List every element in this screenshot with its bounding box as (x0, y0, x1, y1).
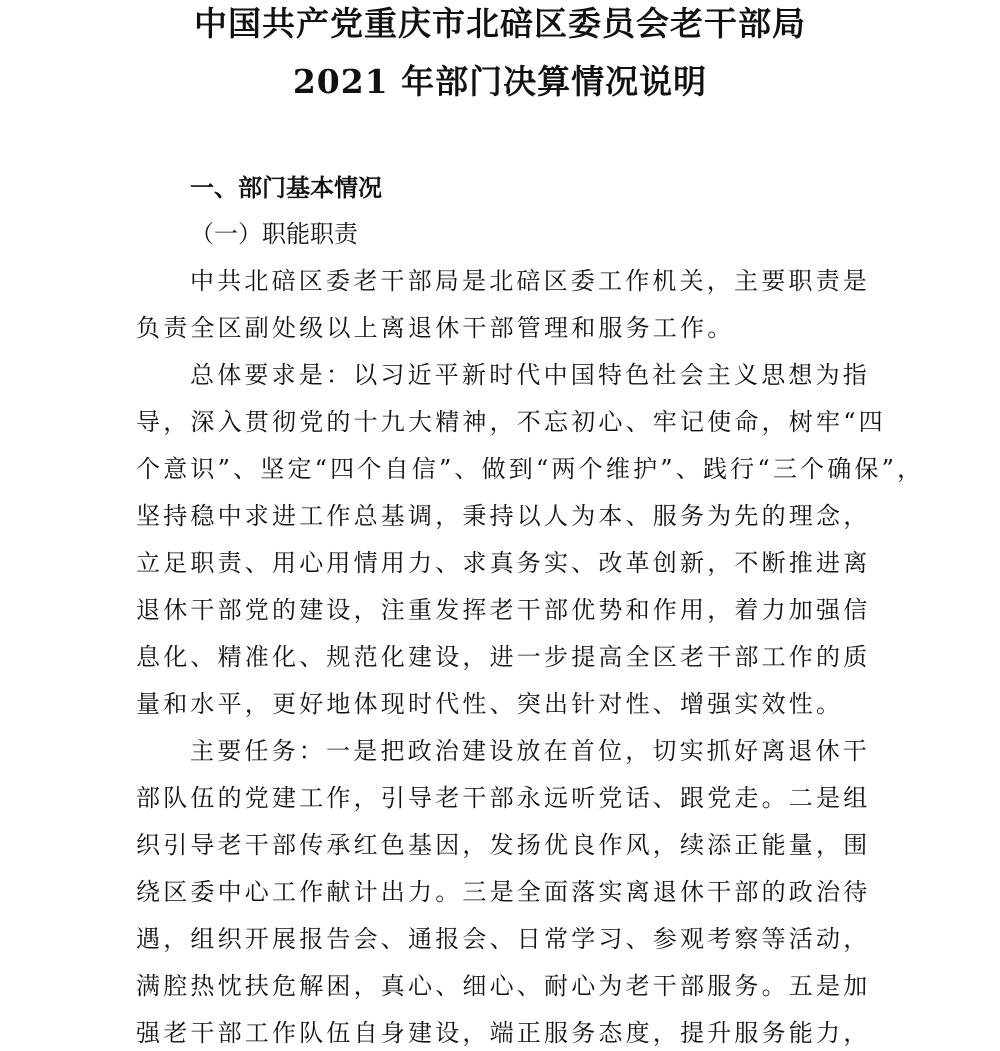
body-line: 部队伍的党建工作，引导老干部永远听党话、跟党走。二是组 (136, 784, 871, 812)
document-title-line-1: 中国共产党重庆市北碚区委员会老干部局 (194, 4, 806, 43)
body-line: 主要任务：一是把政治建设放在首位，切实抓好离退休干 (190, 737, 870, 765)
body-line: 中共北碚区委老干部局是北碚区委工作机关，主要职责是 (190, 267, 870, 295)
subsection-heading: （一）职能职责 (190, 220, 358, 248)
body-line: 个意识”、坚定“四个自信”、做到“两个维护”、践行“三个确保”， (136, 455, 925, 483)
body-line: 立足职责、用心用情用力、求真务实、改革创新，不断推进离 (136, 549, 871, 577)
body-line: 绕区委中心工作献计出力。三是全面落实离退休干部的政治待 (136, 878, 871, 906)
body-line: 遇，组织开展报告会、通报会、日常学习、参观考察等活动， (136, 925, 871, 953)
body-line: 总体要求是：以习近平新时代中国特色社会主义思想为指 (190, 361, 870, 389)
body-line: 导，深入贯彻党的十九大精神，不忘初心、牢记使命，树牢“四 (136, 408, 886, 436)
body-line: 息化、精准化、规范化建设，进一步提高全区老干部工作的质 (136, 643, 871, 671)
body-line: 织引导老干部传承红色基因，发扬优良作风，续添正能量，围 (136, 831, 871, 859)
document-title-line-2: 2021 年部门决算情况说明 (292, 62, 708, 101)
body-line: 退休干部党的建设，注重发挥老干部优势和作用，着力加强信 (136, 596, 871, 624)
body-line: 坚持稳中求进工作总基调，秉持以人为本、服务为先的理念， (136, 502, 871, 530)
body-line: 满腔热忱扶危解困，真心、细心、耐心为老干部服务。五是加 (136, 972, 871, 1000)
body-line: 量和水平，更好地体现时代性、突出针对性、增强实效性。 (136, 690, 844, 718)
body-line: 负责全区副处级以上离退休干部管理和服务工作。 (136, 314, 735, 342)
body-line: 强老干部工作队伍自身建设，端正服务态度，提升服务能力， (136, 1019, 871, 1047)
section-heading: 一、部门基本情况 (190, 174, 382, 202)
